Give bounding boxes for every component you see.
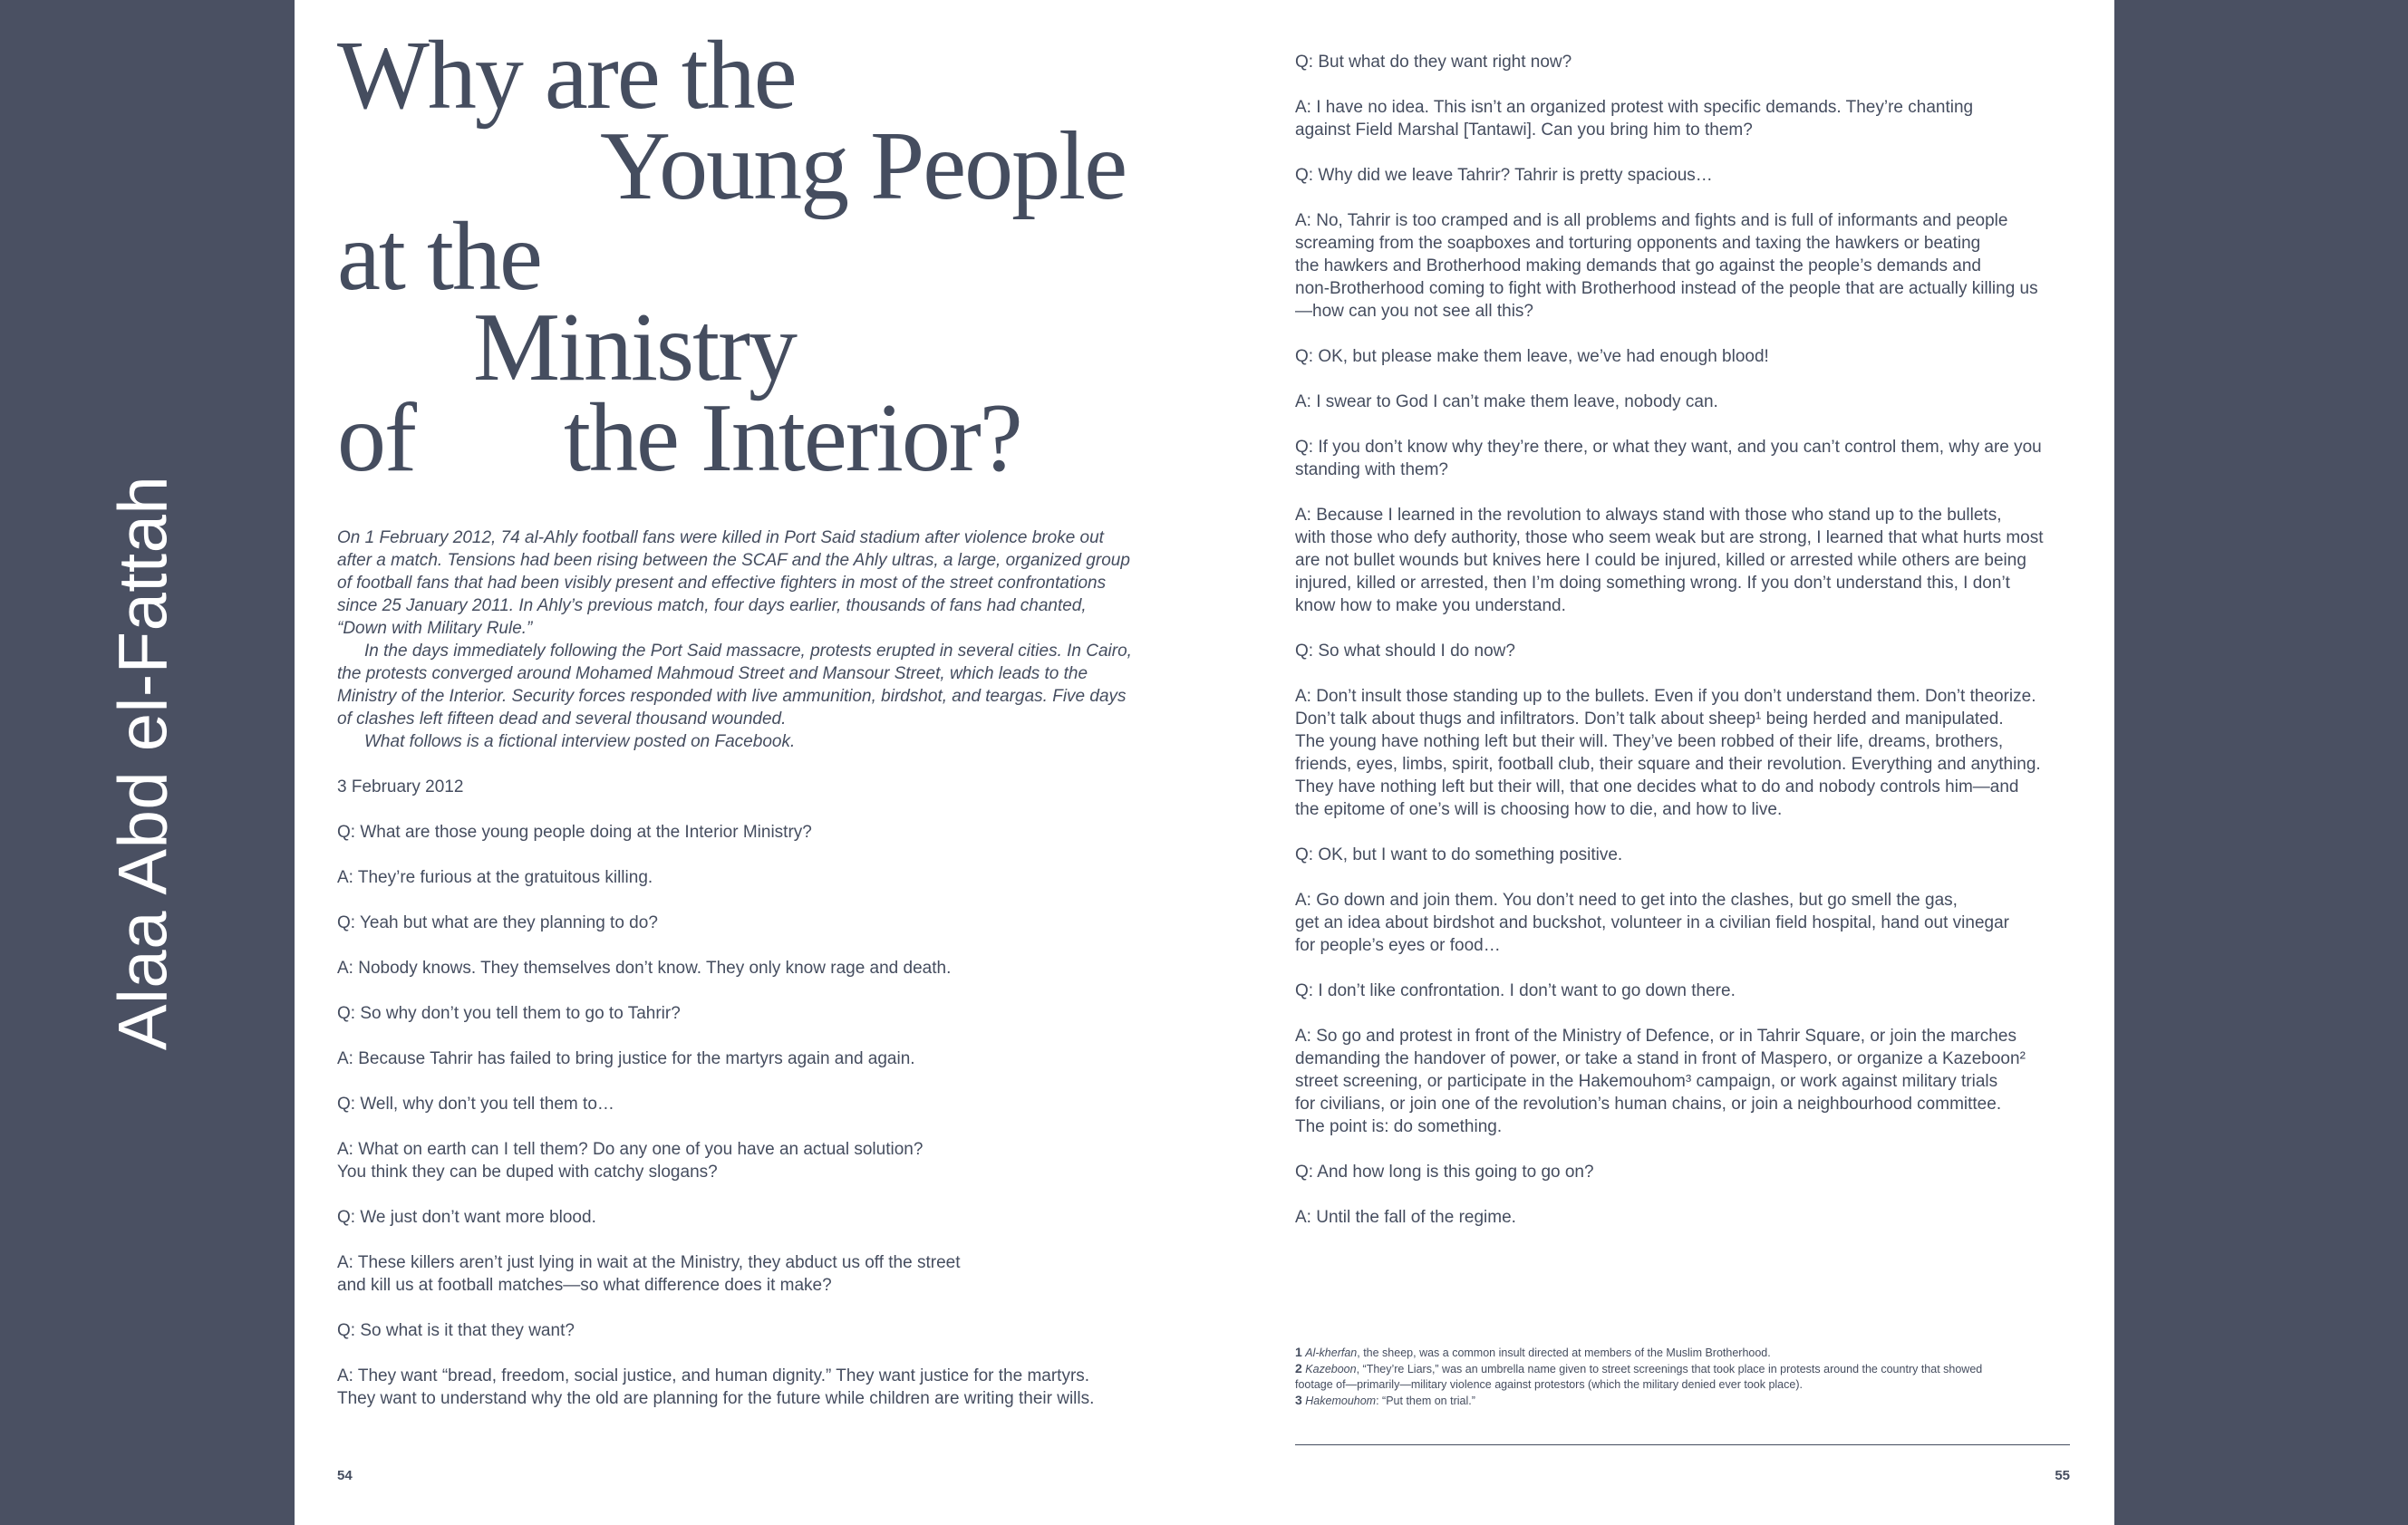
footnote-text: : “Put them on trial.”: [1376, 1395, 1475, 1407]
dialogue-paragraph: A: What on earth can I tell them? Do any one of you have an actual solution? You think they can be duped with catchy slogans?: [337, 1140, 924, 1182]
dialogue-paragraph: Q: Well, why don’t you tell them to…: [337, 1095, 614, 1114]
dialogue-paragraph: Q: Yeah but what are they planning to do?: [337, 913, 658, 932]
dialogue-paragraph: A: Go down and join them. You don’t need to get into the clashes, but go smell the gas, get an idea about birdshot and buckshot, volunteer in a civilian field hospital, hand out vinegar for people’s eyes or food…: [1295, 891, 2009, 955]
dialogue-paragraph: Q: What are those young people doing at the Interior Ministry?: [337, 823, 812, 842]
chapter-title: [337, 22, 1127, 492]
title-line: the Interior?: [564, 384, 1021, 492]
dialogue-paragraph: A: I swear to God I can’t make them leave, nobody can.: [1295, 392, 1718, 411]
title-line: Ministry: [473, 294, 797, 401]
footnote: [1295, 1361, 1984, 1393]
author-sidebar: [0, 0, 295, 1525]
dialogue-paragraph: Q: Why did we leave Tahrir? Tahrir is pretty spacious…: [1295, 166, 1713, 185]
footnote: [1295, 1393, 1984, 1409]
title-line-group: [337, 384, 1126, 492]
dialogue-right: [1295, 51, 2084, 1229]
dialogue-paragraph: A: These killers aren’t just lying in wait at the Ministry, they abduct us off the street and kill us at football matches—so what difference does it make?: [337, 1253, 961, 1295]
dialogue-paragraph: A: They want “bread, freedom, social justice, and human dignity.” They want justice for the martyrs. They want to understand why the old are planning for the future while children are writing their wills.: [337, 1366, 1095, 1408]
dialogue-paragraph: Q: So what is it that they want?: [337, 1321, 575, 1340]
dialogue-paragraph: Q: And how long is this going to go on?: [1295, 1163, 1594, 1182]
dialogue-paragraph: A: So go and protest in front of the Ministry of Defence, or in Tahrir Square, or join the marches demanding the handover of power, or take a stand in front of Maspero, or organize a Kazeboon² street screening, or participate in the Hakemouhom³ campaign, or work against military trials for civilians, or join one of the revolution’s human chains, or join a neighbourhood committee. The point is: do something.: [1295, 1027, 2026, 1136]
interview-date: 3 February 2012: [337, 777, 464, 796]
dialogue-paragraph: Q: So why don’t you tell them to go to Tahrir?: [337, 1004, 681, 1023]
footer-rule: [1295, 1444, 2070, 1445]
page-number-left: 54: [337, 1468, 353, 1483]
dialogue-paragraph: A: Because I learned in the revolution to always stand with those who stand up to the bullets, with those who defy authority, those who seem weak but are strong, I learned that what hurts most are not bullet wounds but knives here I could be injured, killed or arrested while others are being injured, killed or arrested, then I’m doing something wrong. If you don’t understand this, I don’t know how to make you understand.: [1295, 506, 2044, 615]
title-line: Young People: [600, 112, 1127, 220]
dialogue-paragraph: Q: But what do they want right now?: [1295, 53, 1572, 72]
dialogue-left: [337, 821, 1135, 1410]
dialogue-paragraph: Q: I don’t like confrontation. I don’t want to go down there.: [1295, 981, 1736, 1000]
page-number-right: 55: [2055, 1468, 2070, 1483]
dialogue-paragraph: Q: If you don’t know why they’re there, or what they want, and you can’t control them, why are you standing with them?: [1295, 438, 2042, 479]
footnote-text: , the sheep, was a common insult directed at members of the Muslim Brotherhood.: [1357, 1346, 1771, 1359]
dialogue-paragraph: A: Don’t insult those standing up to the bullets. Even if you don’t understand them. Don’t theorize. Don’t talk about thugs and infiltrators. Don’t talk about sheep¹ being herded and manipulated. The young have nothing left but their will. They’ve been robbed of their life, dreams, brothers, friends, eyes, limbs, spirit, football club, their square and their revolution. Everything and anything. They have nothing left but their will, that one decides what to do and nobody controls him—and the epitome of one’s will is choosing how to die, and how to live.: [1295, 687, 2041, 819]
dialogue-paragraph: A: Because Tahrir has failed to bring justice for the martyrs again and again.: [337, 1049, 915, 1068]
title-line: of: [337, 384, 415, 492]
intro-paragraph: What follows is a fictional interview posted on Facebook.: [364, 732, 796, 751]
dialogue-paragraph: A: Nobody knows. They themselves don’t know. They only know rage and death.: [337, 959, 952, 978]
title-line: at the: [337, 203, 541, 311]
dialogue-paragraph: A: Until the fall of the regime.: [1295, 1208, 1516, 1227]
footnotes: [1295, 1345, 1984, 1409]
dialogue-paragraph: Q: So what should I do now?: [1295, 642, 1515, 661]
footnote-term: Al-kherfan: [1305, 1346, 1358, 1359]
dialogue-paragraph: A: They’re furious at the gratuitous killing.: [337, 868, 653, 887]
intro-text: [337, 526, 1135, 753]
footnote-text: , “They’re Liars,” was an umbrella name given to street screenings that took place in protests around the country that showed footage of—primarily—military violence against protestors (which the military denied ever took place).: [1295, 1363, 1983, 1391]
footnote-number: 3: [1295, 1393, 1302, 1407]
dialogue-paragraph: A: No, Tahrir is too cramped and is all problems and fights and is full of informants and people screaming from the soapboxes and torturing opponents and taxing the hawkers or beating the hawkers and Brotherhood making demands that go against the people’s demands and non-Brotherhood coming to fight with Brotherhood instead of the people that are actually killing us —how can you not see all this?: [1295, 211, 2038, 321]
footnote-number: 1: [1295, 1345, 1302, 1359]
author-name: Alaa Abd el-Fattah: [104, 475, 182, 1051]
dialogue-paragraph: Q: OK, but I want to do something positive.: [1295, 845, 1623, 864]
footnote-number: 2: [1295, 1361, 1302, 1375]
dialogue-paragraph: Q: OK, but please make them leave, we’ve had enough blood!: [1295, 347, 1769, 366]
book-spread: [295, 0, 2114, 1525]
right-column: [1295, 51, 2084, 1251]
intro-paragraph: In the days immediately following the Port Said massacre, protests erupted in several cities. In Cairo, the protests converged around Mohamed Mahmoud Street and Mansour Street, which leads to the Ministry of the Interior. Security forces responded with live ammunition, birdshot, and teargas. Five days of clashes left fifteen dead and several thousand wounded.: [337, 642, 1132, 729]
intro-paragraph: On 1 February 2012, 74 al-Ahly football fans were killed in Port Said stadium after violence broke out after a match. Tensions had been rising between the SCAF and the Ahly ultras, a large, organized group of football fans that had been visibly present and effective fighters in most of the street confrontations since 25 January 2011. In Ahly’s previous match, four days earlier, thousands of fans had chanted, “Down with Military Rule.”: [337, 528, 1130, 638]
title-line: Why are the: [337, 22, 796, 130]
footnote-term: Hakemouhom: [1305, 1395, 1377, 1407]
dialogue-paragraph: Q: We just don’t want more blood.: [337, 1208, 596, 1227]
dialogue-paragraph: A: I have no idea. This isn’t an organized protest with specific demands. They’re chanting against Field Marshal [Tantawi]. Can you bring him to them?: [1295, 98, 1974, 140]
footnote: [1295, 1345, 1984, 1361]
footnote-term: Kazeboon: [1305, 1363, 1357, 1375]
left-column: [337, 526, 1135, 1433]
